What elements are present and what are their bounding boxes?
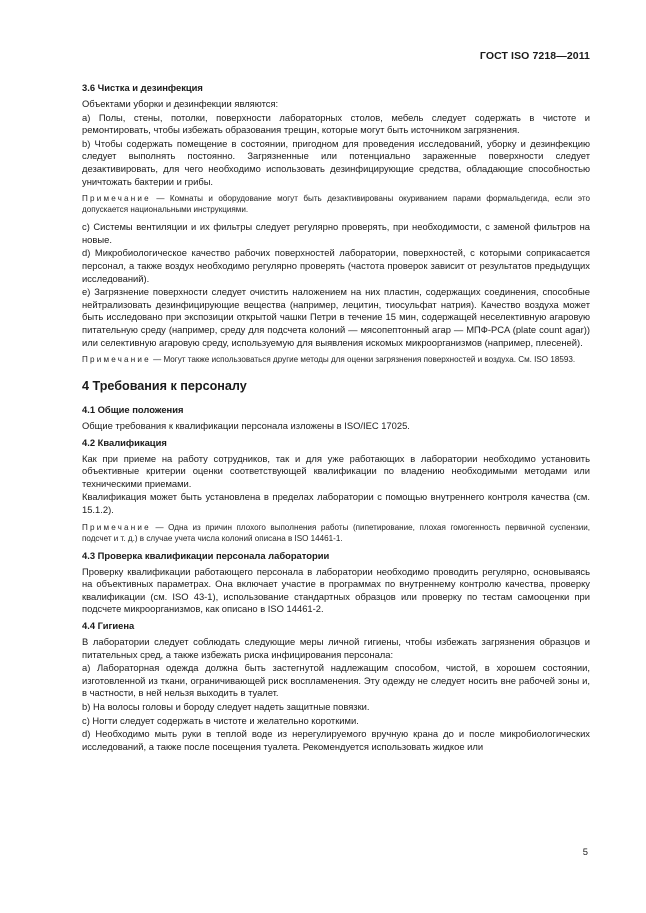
- page-header: ГОСТ ISO 7218—2011: [479, 50, 590, 62]
- note-label: Примечание: [82, 194, 151, 204]
- paragraph: В лаборатории следует соблюдать следующие меры личной гигиены, чтобы избежать загрязнения образцов и питательных сред, а также избежать риска инфицирования персонала:: [82, 636, 590, 660]
- section-4-4-title: 4.4 Гигиена: [82, 620, 135, 632]
- section-4-3-title: 4.3 Проверка квалификации персонала лаборатории: [82, 549, 330, 561]
- document-body: [82, 78, 590, 754]
- paragraph: Объектами уборки и дезинфекции являются:: [82, 98, 279, 109]
- paragraph: Квалификация может быть установлена в пределах лаборатории с помощью внутреннего контроля качества (см. 15.1.2).: [82, 491, 590, 516]
- page-number: 5: [582, 846, 588, 857]
- section-3-6-title: 3.6 Чистка и дезинфекция: [82, 82, 203, 93]
- note-text: — Комнаты и оборудование могут быть дезактивированы окуриванием парами формальдегида, если это допускается национальными инструкциями.: [82, 194, 590, 215]
- note-text: — Одна из причин плохого выполнения работы (пипетирование, плохая гомогенность первичной суспензии, подсчет и т. д.) в случае учета числа колоний описана в ISO 14461-1.: [82, 522, 590, 543]
- list-item-b: b) На волосы головы и бороду следует надеть защитные повязки.: [82, 701, 370, 712]
- note: [82, 522, 590, 544]
- note-text: — Могут также использоваться другие методы для оценки загрязнения поверхностей и воздуха. См. ISO 18593.: [150, 355, 576, 365]
- section-4-1-title: 4.1 Общие положения: [82, 404, 184, 416]
- note: [82, 354, 590, 365]
- section-4-title: 4 Требования к персоналу: [82, 379, 247, 394]
- list-item-d: d) Микробиологическое качество рабочих поверхностей лаборатории, поверхностей, с которыми соприкасается персонал, а также воздух необходимо регулярно проверять (частота проверок зависит от результатов предыдущих исследований).: [82, 247, 590, 284]
- paragraph: Проверку квалификации работающего персонала в лаборатории необходимо проводить регулярно, основываясь на объективных параметрах. Она включает участие в программах по внутреннему контролю качества, проверку квалификации (см. ISO 43-1), использование стандартных образцов или проверку по тестам самооценки при подсчете микроорганизмов, как описано в ISO 14461-2.: [82, 565, 590, 615]
- list-item-c: c) Системы вентиляции и их фильтры следует регулярно проверять, при необходимости, с заменой фильтров на новые.: [82, 221, 590, 245]
- paragraph: Как при приеме на работу сотрудников, так и для уже работающих в лаборатории необходимо установить объективные критерии оценки соответствующей квалификации по владению необходимыми методами или техническими приемами.: [82, 452, 590, 489]
- list-item-a: а) Лабораторная одежда должна быть застегнутой надлежащим способом, чистой, в хорошем состоянии, изготовленной из ткани, ограничивающей риск воспламенения. Эту одежду не следует носить вне рабочей зоны и, в частности, в ней нельзя выходить в туалет.: [82, 662, 590, 699]
- note-label: Примечание: [82, 355, 151, 365]
- note: [82, 193, 590, 215]
- section-4-2-title: 4.2 Квалификация: [82, 436, 167, 448]
- note-label: Примечание: [82, 522, 151, 532]
- list-item-a: а) Полы, стены, потолки, поверхности лабораторных столов, мебель следует содержать в чистоте и ремонтировать, чтобы избежать образования трещин, которые могут быть источником загрязнения.: [82, 111, 590, 136]
- list-item-c: c) Ногти следует содержать в чистоте и желательно короткими.: [82, 714, 359, 726]
- list-item-b: b) Чтобы содержать помещение в состоянии, пригодном для проведения исследований, уборку и дезинфекцию следует выполнять постоянно. Загрязненные или потенциально зараженные поверхности следует дезактивировать, для чего необходимо использовать дезинфицирующие средства, обладающие способностью уничтожать бактерии и грибы.: [82, 137, 590, 187]
- paragraph: Общие требования к квалификации персонала изложены в ISO/IEC 17025.: [82, 420, 410, 432]
- list-item-d: d) Необходимо мыть руки в теплой воде из нерегулируемого вручную крана до и после микробиологических исследований, а также после посещения туалета. Рекомендуется использовать жидкое или: [82, 728, 590, 752]
- list-item-e: e) Загрязнение поверхности следует очистить наложением на них пластин, содержащих соединения, способные нейтрализовать дезинфицирующие вещества (например, лецитин, тиосульфат натрия). Качество воздуха может быть исследовано при экспозиции открытой чашки Петри в течение 15 мин, содержащей неселективную агаровую питательную среду (например, среду для подсчета колоний — мясопептонный агар — МПФ-PCA (plate count agar)) или селективную агаровую среду, используемую для выявления искомых микроорганизмов (например, плесеней).: [82, 286, 590, 348]
